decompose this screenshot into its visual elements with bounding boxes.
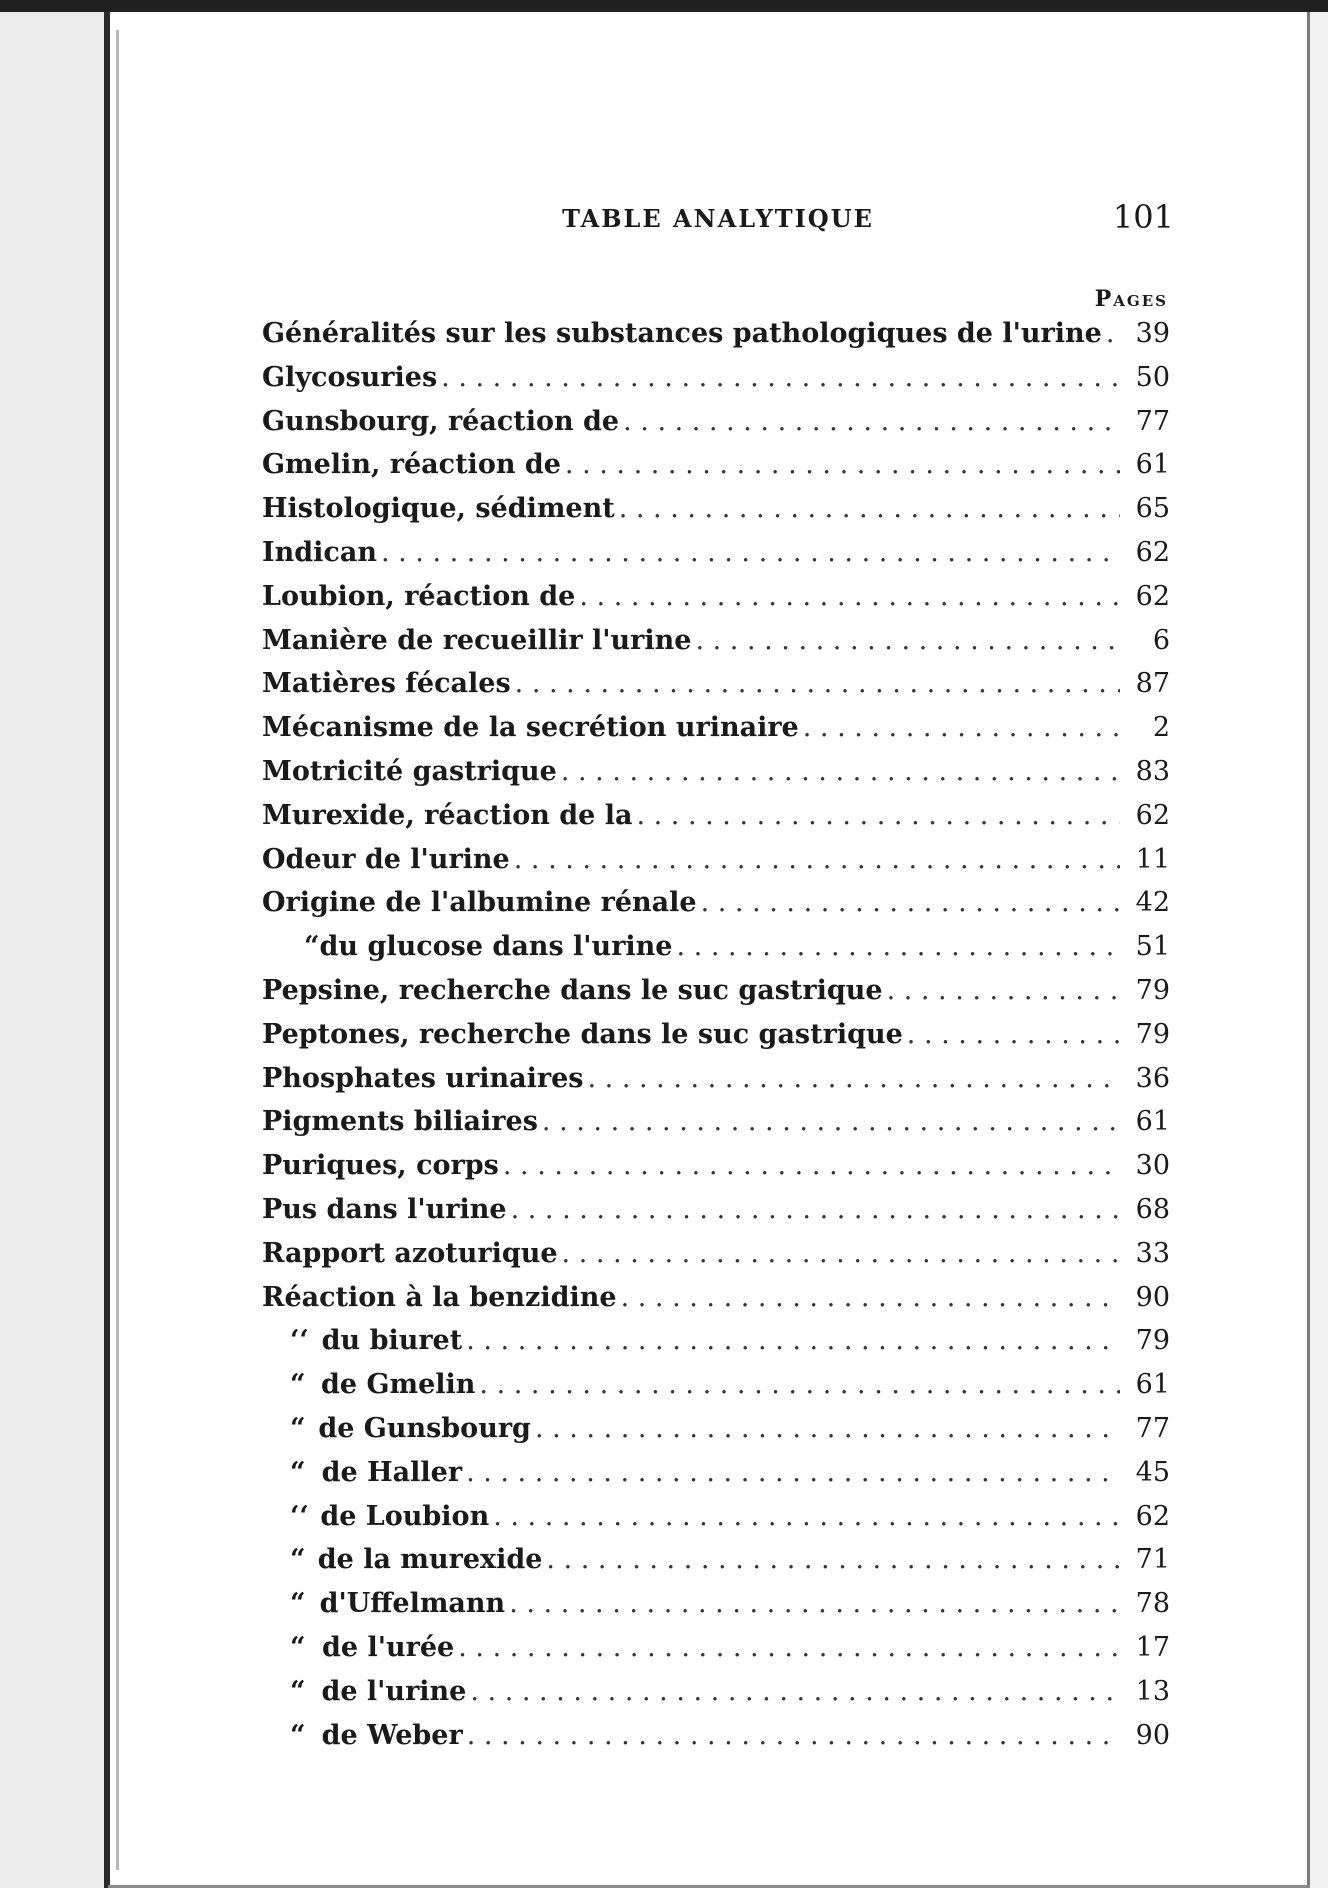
entry-page-number: 62 <box>1135 1500 1170 1532</box>
entry-text: de Gmelin <box>321 1369 476 1401</box>
entry-page-number: 78 <box>1135 1588 1170 1620</box>
entry-text: Pepsine, recherche dans le suc gastrique <box>262 974 883 1006</box>
dot-leader <box>701 887 1120 918</box>
dot-leader <box>588 1063 1121 1094</box>
entry-text: Manière de recueillir l'urine <box>262 624 692 656</box>
entry-text: Pus dans l'urine <box>262 1193 507 1225</box>
dot-leader <box>1106 318 1120 349</box>
entry-text: de Loubion <box>320 1500 490 1532</box>
index-entry <box>262 625 1170 669</box>
entry-page-number: 42 <box>1135 887 1170 919</box>
ditto-mark: “ <box>290 1456 306 1488</box>
entry-text: Mécanisme de la secrétion urinaire <box>262 712 799 744</box>
index-entry <box>262 449 1170 493</box>
entry-text: de Haller <box>321 1456 463 1488</box>
page-number: 101 <box>1112 198 1174 236</box>
entry-text: Peptones, recherche dans le suc gastrique <box>262 1018 903 1050</box>
dot-leader <box>623 406 1120 437</box>
entry-page-number: 62 <box>1135 799 1170 831</box>
entry-text: Origine de l'albumine rénale <box>262 887 697 919</box>
entry-page-number: 13 <box>1135 1675 1170 1707</box>
index-entry <box>262 975 1170 1019</box>
entry-text: Histologique, sédiment <box>262 493 615 525</box>
entry-text: Généralités sur les substances pathologiques de l'urine <box>262 318 1102 349</box>
ditto-mark: ‘‘ <box>290 1325 309 1357</box>
entry-page-number: 62 <box>1135 536 1170 568</box>
index-entry <box>262 581 1170 625</box>
entry-page-number: 90 <box>1135 1281 1170 1313</box>
entry-text: Rapport azoturique <box>262 1237 558 1269</box>
ditto-mark: “ <box>304 931 320 963</box>
scan-right-margin <box>1308 12 1328 1888</box>
entry-text: Glycosuries <box>262 361 438 393</box>
entry-page-number: 30 <box>1135 1150 1170 1182</box>
pages-column-label: Pages <box>1094 286 1168 312</box>
dot-leader <box>515 668 1120 699</box>
index-entry <box>262 1150 1170 1194</box>
scan-left-margin <box>0 12 108 1888</box>
dot-leader <box>511 1194 1120 1225</box>
dot-leader <box>470 1676 1120 1707</box>
ditto-mark: “ <box>290 1588 306 1620</box>
entry-page-number: 62 <box>1135 580 1170 612</box>
dot-leader <box>636 800 1120 831</box>
entry-page-number: 6 <box>1152 624 1170 656</box>
index-entry <box>262 1194 1170 1238</box>
entry-text: Réaction à la benzidine <box>262 1281 617 1313</box>
entry-text: Gmelin, réaction de <box>262 449 561 481</box>
entry-text: de l'urée <box>322 1631 455 1663</box>
entry-page-number: 45 <box>1135 1456 1170 1488</box>
entry-text: de Gunsbourg <box>318 1412 531 1444</box>
index-entry <box>262 1063 1170 1107</box>
dot-leader <box>887 975 1120 1006</box>
ditto-mark: “ <box>290 1675 306 1707</box>
index-entry <box>262 493 1170 537</box>
entry-page-number: 68 <box>1135 1193 1170 1225</box>
dot-leader <box>381 537 1120 568</box>
dot-leader <box>561 756 1120 787</box>
dot-leader <box>803 712 1120 743</box>
entry-text: de l'urine <box>321 1675 467 1707</box>
entry-page-number: 11 <box>1135 843 1170 875</box>
entry-text: Indican <box>262 536 377 568</box>
entry-page-number: 61 <box>1135 1106 1170 1138</box>
ditto-mark: “ <box>290 1369 306 1401</box>
entry-page-number: 51 <box>1135 931 1170 963</box>
entry-text: Odeur de l'urine <box>262 843 510 875</box>
index-entry <box>262 1238 1170 1282</box>
entry-text: du biuret <box>321 1325 463 1357</box>
entry-page-number: 79 <box>1135 974 1170 1006</box>
dot-leader <box>535 1413 1120 1444</box>
entry-text: Pigments biliaires <box>262 1106 538 1138</box>
entry-page-number: 79 <box>1135 1018 1170 1050</box>
dot-leader <box>542 1106 1120 1137</box>
dot-leader <box>467 1720 1120 1751</box>
dot-leader <box>907 1019 1120 1050</box>
entry-page-number: 65 <box>1135 493 1170 525</box>
index-entry <box>262 318 1170 362</box>
page-header <box>262 198 1174 238</box>
entry-text: Gunsbourg, réaction de <box>262 405 620 437</box>
dot-leader <box>466 1325 1120 1356</box>
entry-text: Loubion, réaction de <box>262 580 576 612</box>
index-entry <box>262 1282 1170 1326</box>
dot-leader <box>509 1588 1120 1619</box>
binding-shadow-line <box>116 30 119 1870</box>
index-entry <box>262 1019 1170 1063</box>
binding-gutter-line <box>104 12 110 1888</box>
entry-page-number: 2 <box>1152 712 1170 744</box>
entry-page-number: 77 <box>1135 405 1170 437</box>
entry-text: de la murexide <box>317 1544 543 1576</box>
entry-text: Matières fécales <box>262 668 511 700</box>
index-entry <box>262 1544 1170 1588</box>
index-entry <box>262 1325 1170 1369</box>
entry-page-number: 17 <box>1135 1631 1170 1663</box>
dot-leader <box>546 1544 1120 1575</box>
index-entry <box>262 800 1170 844</box>
dot-leader <box>441 362 1120 393</box>
index-entry <box>262 1501 1170 1545</box>
index-entry <box>262 1632 1170 1676</box>
index-list <box>262 318 1170 1763</box>
dot-leader <box>621 1282 1120 1313</box>
entry-page-number: 50 <box>1135 361 1170 393</box>
running-title: TABLE ANALYTIQUE <box>562 204 874 233</box>
entry-page-number: 79 <box>1135 1325 1170 1357</box>
entry-page-number: 36 <box>1135 1062 1170 1094</box>
ditto-mark: ‘‘ <box>290 1500 309 1532</box>
dot-leader <box>695 625 1120 656</box>
index-entry <box>262 756 1170 800</box>
entry-text: Motricité gastrique <box>262 755 557 787</box>
entry-page-number: 87 <box>1135 668 1170 700</box>
dot-leader <box>458 1632 1120 1663</box>
entry-page-number: 83 <box>1135 755 1170 787</box>
index-entry <box>262 931 1170 975</box>
entry-text: Puriques, corps <box>262 1150 499 1182</box>
entry-page-number: 77 <box>1135 1412 1170 1444</box>
index-entry <box>262 1369 1170 1413</box>
dot-leader <box>493 1501 1120 1532</box>
entry-text: de Weber <box>321 1719 463 1751</box>
dot-leader <box>619 493 1120 524</box>
index-entry <box>262 844 1170 888</box>
dot-leader <box>565 449 1120 480</box>
entry-text: d'Uffelmann <box>319 1588 506 1620</box>
index-entry <box>262 362 1170 406</box>
ditto-mark: “ <box>290 1631 306 1663</box>
page-right-edge <box>1307 12 1310 1888</box>
index-entry <box>262 406 1170 450</box>
entry-page-number: 61 <box>1135 1369 1170 1401</box>
entry-page-number: 61 <box>1135 449 1170 481</box>
dot-leader <box>466 1457 1120 1488</box>
dot-leader <box>676 931 1120 962</box>
entry-text: Phosphates urinaires <box>262 1062 584 1094</box>
entry-page-number: 33 <box>1135 1237 1170 1269</box>
index-entry <box>262 537 1170 581</box>
index-entry <box>262 1413 1170 1457</box>
dot-leader <box>562 1238 1120 1269</box>
entry-page-number: 39 <box>1135 318 1170 349</box>
scan-top-border <box>0 0 1328 12</box>
dot-leader <box>503 1150 1120 1181</box>
entry-text: Murexide, réaction de la <box>262 799 633 831</box>
entry-text: du glucose dans l'urine <box>319 931 673 963</box>
index-entry <box>262 1106 1170 1150</box>
dot-leader <box>514 844 1120 875</box>
dot-leader <box>579 581 1120 612</box>
index-entry <box>262 887 1170 931</box>
index-entry <box>262 712 1170 756</box>
index-entry <box>262 1588 1170 1632</box>
ditto-mark: “ <box>290 1544 306 1576</box>
dot-leader <box>479 1369 1120 1400</box>
entry-page-number: 90 <box>1135 1719 1170 1751</box>
index-entry <box>262 668 1170 712</box>
ditto-mark: “ <box>290 1719 306 1751</box>
ditto-mark: “ <box>290 1412 306 1444</box>
index-entry <box>262 1457 1170 1501</box>
index-entry <box>262 1676 1170 1720</box>
entry-page-number: 71 <box>1135 1544 1170 1576</box>
index-entry <box>262 1720 1170 1764</box>
